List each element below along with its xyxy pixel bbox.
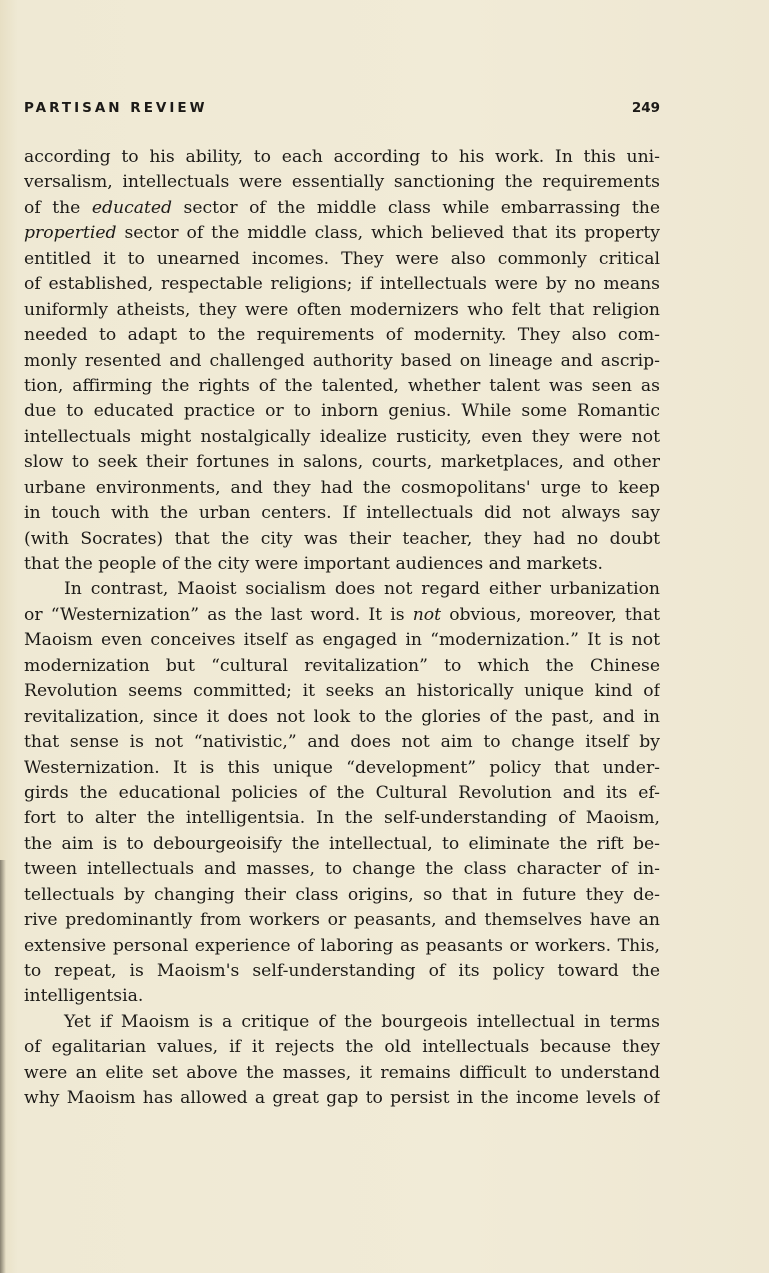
text-line: urbane environments, and they had the cosmopolitans' urge to keep (24, 477, 660, 498)
text-line: versalism, intellectuals were essentially sanctioning the requirements (24, 172, 660, 193)
text-fragment: of the (24, 197, 92, 218)
text-line: to repeat, is Maoism's self-understanding of its policy toward the (24, 961, 660, 981)
text-line: girds the educational policies of the Cultural Revolution and its ef- (24, 782, 660, 803)
text-line: needed to adapt to the requirements of modernity. They also com- (24, 325, 660, 346)
text-line: rive predominantly from workers or peasants, and themselves have an (24, 910, 660, 931)
text-fragment: or “Westernization” as the last word. It is (24, 604, 413, 625)
text-line: uniformly atheists, they were often modernizers who felt that religion (24, 299, 660, 320)
text-line: in touch with the urban centers. If intellectuals did not always say (24, 503, 660, 524)
text-line: intelligentsia. (24, 986, 144, 1007)
running-head: PARTISAN REVIEW (24, 100, 208, 116)
text-line: revitalization, since it does not look to the glories of the past, and in (24, 706, 660, 727)
italic-word: propertied (24, 223, 117, 244)
text-line: In contrast, Maoist socialism does not regard either urbanization (64, 579, 660, 600)
text-line: modernization but “cultural revitalization” to which the Chinese (24, 655, 660, 676)
text-line: that sense is not “nativistic,” and does not aim to change itself by (24, 732, 660, 753)
text-line: Westernization. It is this unique “development” policy that under- (24, 757, 660, 778)
text-line (24, 196, 660, 221)
text-fragment: obvious, moreover, that (441, 604, 660, 625)
text-line: were an elite set above the masses, it remains difficult to understand (24, 1062, 660, 1083)
text-line: (with Socrates) that the city was their teacher, they had no doubt (24, 528, 660, 549)
text-line: tween intellectuals and masses, to change the class character of in- (24, 859, 660, 880)
page-header (24, 100, 660, 120)
text-line: the aim is to debourgeoisify the intellectual, to eliminate the rift be- (24, 833, 660, 854)
text-line: Revolution seems committed; it seeks an historically unique kind of (24, 681, 660, 702)
text-line: of established, respectable religions; if intellectuals were by no means (24, 274, 660, 295)
text-line: extensive personal experience of laboring as peasants or workers. This, (24, 935, 660, 956)
text-line: Yet if Maoism is a critique of the bourgeois intellectual in terms (64, 1011, 660, 1032)
text-fragment: sector of the middle class, which believed that its property (116, 223, 660, 244)
text-line: of egalitarian values, if it rejects the old intellectuals because they (24, 1037, 660, 1058)
body-text (24, 145, 660, 1112)
text-line: intellectuals might nostalgically idealize rusticity, even they were not (24, 426, 660, 447)
text-line: monly resented and challenged authority based on lineage and ascrip- (24, 350, 660, 371)
italic-word: educated (91, 197, 173, 218)
text-fragment: sector of the middle class while embarrassing the (172, 197, 660, 218)
italic-word: not (412, 604, 442, 625)
text-line: Maoism even conceives itself as engaged in “modernization.” It is not (24, 630, 660, 651)
text-line: fort to alter the intelligentsia. In the self-understanding of Maoism, (24, 808, 660, 829)
text-line: tellectuals by changing their class origins, so that in future they de- (24, 884, 660, 905)
page-number: 249 (631, 100, 660, 116)
binding-shadow (0, 860, 6, 1273)
text-line: slow to seek their fortunes in salons, courts, marketplaces, and other (24, 452, 660, 473)
text-line: entitled it to unearned incomes. They were also commonly critical (24, 248, 660, 269)
text-line: why Maoism has allowed a great gap to persist in the income levels of (24, 1088, 660, 1109)
text-line (24, 603, 660, 628)
text-line: that the people of the city were important audiences and markets. (24, 554, 603, 574)
text-line: due to educated practice or to inborn genius. While some Romantic (24, 401, 660, 422)
text-line: according to his ability, to each according to his work. In this uni- (24, 147, 660, 167)
text-line: tion, affirming the rights of the talented, whether talent was seen as (24, 375, 660, 396)
text-line (24, 221, 660, 246)
